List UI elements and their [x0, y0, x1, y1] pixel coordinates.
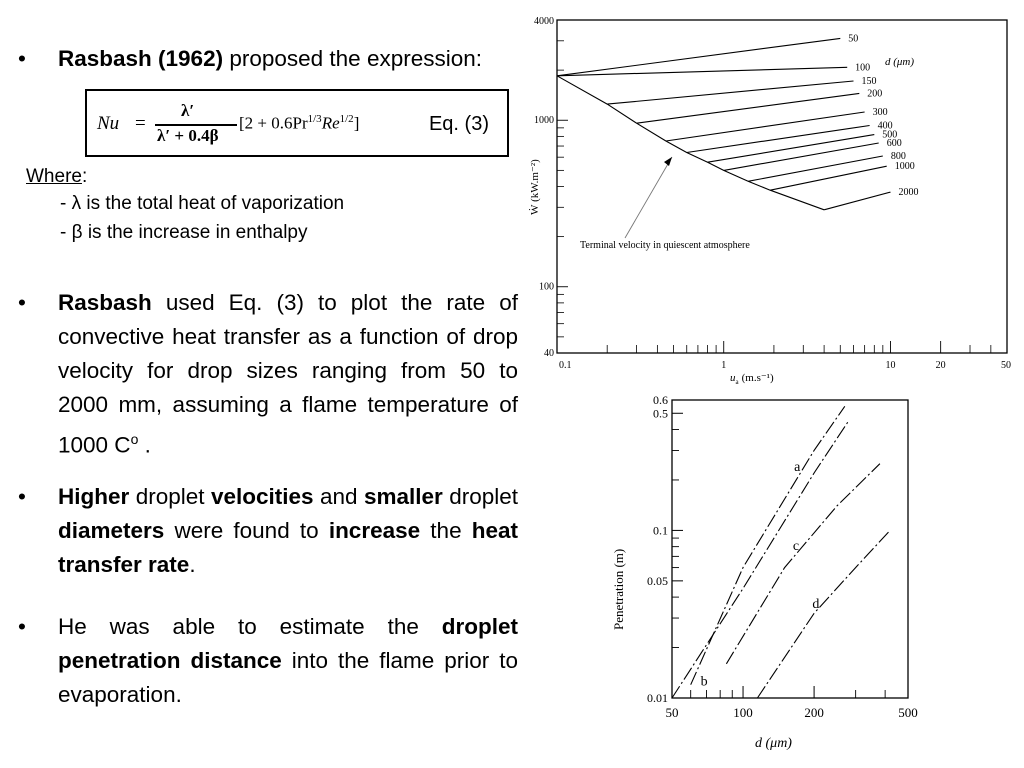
chart2-series-label: d — [812, 597, 820, 613]
chart1-series-line — [557, 38, 840, 75]
chart2-series-line — [691, 406, 845, 684]
chart2-series-line — [672, 421, 849, 698]
where-label: Where — [26, 166, 82, 187]
chart2-x-tick-label: 500 — [898, 705, 918, 720]
eq-bracket-close: ] — [353, 113, 360, 133]
bullet-text: were found to — [164, 518, 329, 543]
definition-beta: - β is the increase in enthalpy — [60, 222, 308, 243]
bullet-text: the — [420, 518, 472, 543]
bullet-dot: • — [18, 290, 26, 315]
chart1-series-label: 500 — [882, 129, 898, 141]
chart2-xlabel: d (μm) — [755, 736, 792, 751]
chart1-xlabel-symbol: u — [730, 372, 736, 384]
chart2-x-tick-label: 50 — [665, 705, 679, 720]
chart2-series-label: b — [700, 674, 708, 690]
chart2-y-tick-label: 0.1 — [653, 523, 668, 538]
chart1-xlabel-subscript: a — [735, 378, 739, 386]
eq-lhs: Nu — [97, 113, 120, 134]
chart2-y-tick-label: 0.05 — [647, 573, 668, 588]
chart1-y-tick-label: 1000 — [534, 115, 554, 127]
bullet-dot: • — [18, 46, 26, 71]
bullet-bold-text: droplet penetration distance — [58, 614, 518, 673]
chart1-series-line — [666, 112, 865, 141]
penetration-chart — [595, 390, 935, 762]
bullet-bold-text: smaller — [363, 484, 443, 509]
chart2-y-tick-label: 0.5 — [653, 406, 668, 421]
bullet-text: into the flame prior to evaporation. — [58, 648, 519, 707]
chart1-x-tick-label: 10 — [885, 360, 896, 371]
chart1-xlabel — [730, 372, 774, 386]
chart1-series-line — [607, 81, 853, 104]
heat-transfer-chart — [520, 10, 1020, 390]
chart1-x-tick-label: 20 — [935, 360, 946, 371]
bullet-text: . — [189, 552, 196, 577]
eq-re: Re — [321, 113, 340, 133]
chart1-ylabel: Ẇ (kW.m⁻²) — [529, 159, 541, 215]
eq-numerator: λ′ — [181, 101, 195, 120]
chart1-series-label: 50 — [848, 33, 859, 45]
bullet-bold-text: heat transfer rate — [58, 518, 519, 577]
eq-pr-exponent: 1/3 — [307, 113, 322, 125]
degree-superscript: o — [130, 431, 139, 447]
chart1-legend-title: d (μm) — [885, 56, 915, 68]
chart1-series-label: 1000 — [894, 161, 915, 173]
eq-bracket-term — [239, 113, 359, 134]
chart2-x-tick-label: 100 — [733, 705, 753, 720]
chart1-annotation-arrow — [625, 157, 672, 238]
equation-label: Eq. (3) — [428, 113, 489, 135]
bullet-bold-text: Rasbash (1962) — [58, 46, 224, 71]
chart2-series-line — [757, 530, 890, 698]
eq-equals: = — [135, 113, 146, 134]
bullet-text: He was able to estimate the — [58, 614, 442, 639]
eq-re-exponent: 1/2 — [339, 113, 354, 125]
bullet-text: proposed the expression: — [223, 46, 483, 71]
bullet-bold-text: Higher — [58, 484, 130, 509]
bullet-bold-text: Rasbash — [58, 290, 152, 315]
chart1-series-label: 600 — [886, 137, 902, 149]
chart1-arrow-head — [664, 157, 672, 166]
chart1-series-line — [687, 126, 870, 153]
chart1-xlabel-units: (m.s⁻¹) — [741, 372, 774, 384]
chart1-series-line — [748, 156, 883, 181]
chart1-annotation: Terminal velocity in quiescent atmosphere — [580, 240, 750, 251]
chart1-series-line — [557, 67, 847, 76]
bullet-bold-text: diameters — [58, 518, 165, 543]
chart2-series-line — [726, 464, 880, 664]
bullet-bold-text: velocities — [210, 484, 314, 509]
chart1-series-label: 800 — [890, 150, 906, 162]
eq-bracket-open: [2 + 0.6Pr — [239, 113, 308, 133]
chart1-x-tick-label: 1 — [721, 360, 727, 371]
chart1-series-label: 300 — [872, 107, 888, 119]
bullet-text-end: . — [138, 432, 151, 458]
bullet-text: droplet — [442, 484, 518, 509]
definition-lambda: - λ is the total heat of vaporization — [60, 193, 345, 214]
bullet-dot: • — [18, 484, 26, 509]
chart1-y-tick-label: 100 — [539, 281, 554, 293]
chart1-series-label: 100 — [855, 62, 871, 74]
chart1-series-label: 150 — [861, 76, 877, 88]
chart1-x-tick-label: 50 — [1001, 360, 1011, 371]
where-colon: : — [81, 166, 88, 187]
chart1-series-label: 200 — [867, 88, 883, 100]
chart1-series-label: 2000 — [898, 187, 919, 199]
chart1-series-label: 400 — [877, 120, 893, 132]
chart2-x-tick-label: 200 — [804, 705, 824, 720]
bullet-text: droplet — [129, 484, 211, 509]
chart2-series-label: a — [794, 459, 801, 475]
equation-box — [85, 89, 509, 157]
bullet-text: used Eq. (3) to plot the rate of convective heat transfer as a function of drop velocity for drop sizes ranging from 50 to 2000 mm, assuming a flame temperature of 1000 C — [58, 290, 518, 458]
chart1-y-tick-label: 4000 — [534, 16, 554, 27]
bullet-dot: • — [18, 614, 26, 639]
chart1-series-line — [770, 166, 887, 190]
chart2-series-label: c — [792, 539, 800, 555]
chart1-x-tick-label: 0.1 — [559, 360, 572, 371]
bullet-text: and — [313, 484, 364, 509]
chart2-ylabel: Penetration (m) — [611, 548, 626, 630]
chart1-y-tick-label: 40 — [544, 348, 554, 359]
chart1-plot-frame — [557, 20, 1007, 353]
eq-denominator: λ′ + 0.4β — [157, 126, 219, 145]
where-heading — [26, 166, 87, 188]
chart2-y-tick-label: 0.01 — [647, 691, 668, 705]
chart2-y-tick-label: 0.6 — [653, 393, 668, 407]
chart1-series-line — [824, 192, 890, 210]
bullet-bold-text: increase — [328, 518, 421, 543]
